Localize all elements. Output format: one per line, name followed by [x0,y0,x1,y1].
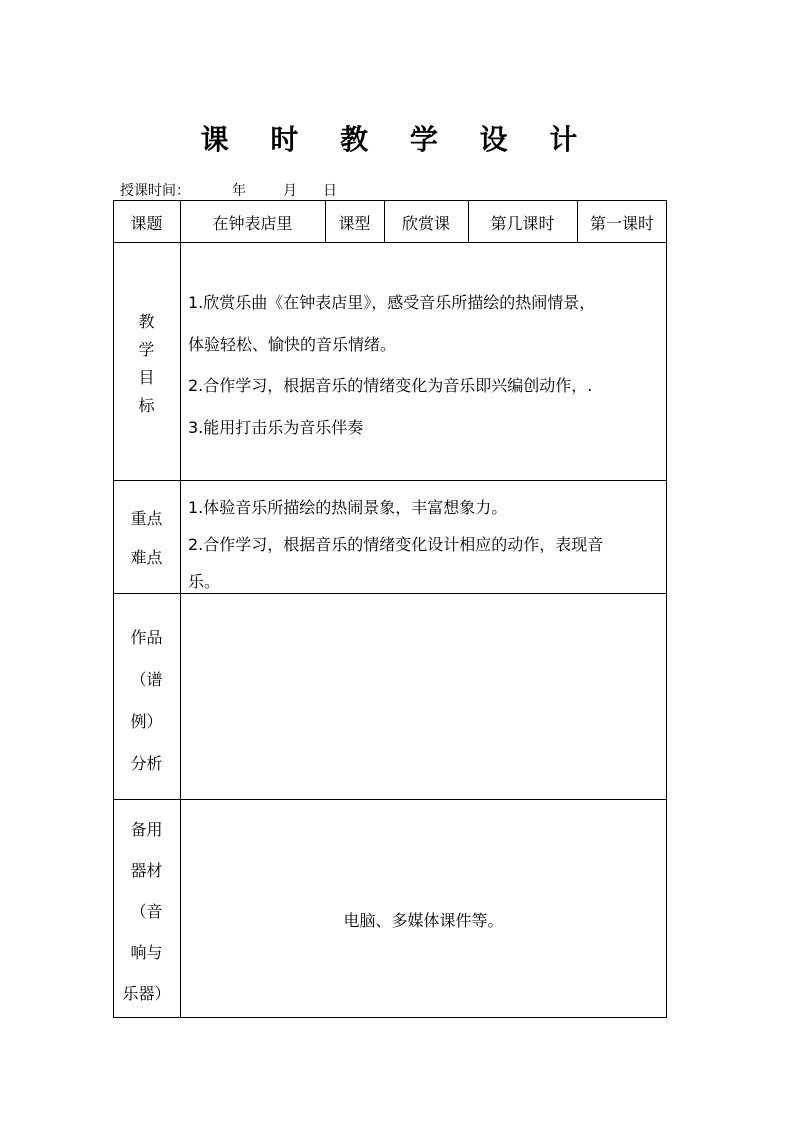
objective-line: 3.能用打击乐为音乐伴奏 [188,418,364,437]
materials-content: 电脑、多媒体课件等。 [343,911,504,930]
date-label: 授课时间： [120,183,190,199]
page-title: 课 时 教 学 设 计 [200,123,594,156]
key-points-label: 重点 难点 [130,509,163,567]
row-divider [113,799,667,800]
row-divider [113,480,667,481]
objectives-label: 教 学 目 标 [138,312,155,415]
lesson-label: 第几课时 [490,214,555,233]
column-divider [180,200,181,1018]
topic-value: 在钟表店里 [212,214,293,233]
lesson-plan-table [113,200,667,1018]
objective-line: 1.欣赏乐曲《在钟表店里》，感受音乐所描绘的热闹情景， [188,293,596,312]
type-label: 课型 [338,214,371,233]
objective-line: 体验轻松、愉快的音乐情绪。 [188,335,397,354]
materials-label: 备用 器材 （音 响与 乐器） [122,820,171,1003]
row-divider [113,242,667,243]
date-month: 月 [283,183,297,199]
key-point-line: 2.合作学习，根据音乐的情绪变化设计相应的动作，表现音 [188,535,604,554]
key-point-line: 乐。 [188,572,221,591]
date-year: 年 [232,183,246,199]
row-divider [113,593,667,594]
key-point-line: 1.体验音乐所描绘的热闹景象，丰富想象力。 [188,498,508,517]
topic-label: 课题 [130,214,163,233]
objective-line: 2.合作学习，根据音乐的情绪变化为音乐即兴编创动作，. [188,376,593,395]
analysis-label: 作品 （谱 例） 分析 [130,628,163,773]
type-value: 欣赏课 [401,214,450,233]
lesson-value: 第一课时 [589,214,654,233]
date-day: 日 [323,183,337,199]
